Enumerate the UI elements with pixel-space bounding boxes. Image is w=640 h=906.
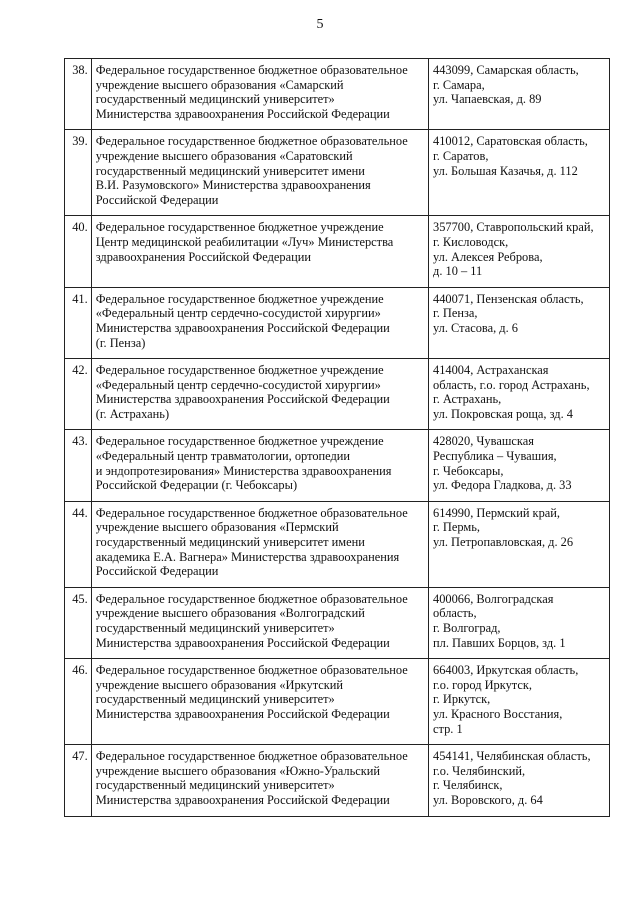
institution-address <box>429 216 610 287</box>
address-line: г. Пермь, <box>433 520 480 535</box>
address-line: г. Самара, <box>433 77 485 92</box>
institution-name-line: Российской Федерации <box>95 564 219 579</box>
address-line: пл. Павших Борцов, зд. 1 <box>433 635 566 650</box>
row-number: 44. <box>65 501 92 587</box>
address-line: д. 10 – 11 <box>433 264 483 279</box>
institution-name-line: учреждение высшего образования «Пермский <box>95 520 339 535</box>
institution-name <box>91 216 428 287</box>
institution-name-line: учреждение высшего образования «Саратовский <box>95 148 353 163</box>
institution-name <box>91 430 428 501</box>
institution-name-line: государственный медицинский университет» <box>95 92 335 107</box>
institution-name-line: Федеральное государственное бюджетное образовательное <box>95 663 408 678</box>
institution-name-line: государственный медицинский университет» <box>95 621 335 635</box>
institution-name-line: Российской Федерации <box>95 192 219 207</box>
institution-name-line: «Федеральный центр сердечно-сосудистой хирургии» <box>95 377 381 392</box>
institution-name-line: Центр медицинской реабилитации «Луч» Министерства <box>95 234 394 249</box>
institution-name-line: «Федеральный центр сердечно-сосудистой хирургии» <box>95 306 381 321</box>
address-line: 664003, Иркутская область, <box>433 663 579 678</box>
institution-name-line: учреждение высшего образования «Южно-Уральский <box>95 763 381 778</box>
institution-name-line: Федеральное государственное бюджетное образовательное <box>95 63 408 77</box>
address-line: ул. Красного Восстания, <box>433 706 563 721</box>
institution-name-line: В.И. Разумовского» Министерства здравоохранения <box>95 178 371 193</box>
institution-name-line: здравоохранения Российской Федерации <box>95 249 312 264</box>
institution-name-line: (г. Пенза) <box>95 335 146 350</box>
row-number: 45. <box>65 587 92 658</box>
table-row <box>65 587 610 658</box>
page-number: 5 <box>316 17 324 32</box>
address-line: ул. Федора Гладкова, д. 33 <box>433 478 572 493</box>
institution-name-line: государственный медицинский университет имени <box>95 163 365 178</box>
institution-address <box>429 59 610 130</box>
address-line: область, г.о. город Астрахань, <box>433 377 590 392</box>
row-number: 38. <box>65 59 92 130</box>
row-number: 46. <box>65 659 92 745</box>
institution-name-line: Министерства здравоохранения Российской Федерации <box>95 706 390 721</box>
institution-name-line: Федеральное государственное бюджетное учреждение <box>95 363 384 378</box>
institution-name-line: Федеральное государственное бюджетное учреждение <box>95 291 384 306</box>
institution-name <box>91 359 428 430</box>
institution-name <box>91 501 428 587</box>
address-line: ул. Покровская роща, зд. 4 <box>433 406 573 421</box>
address-line: ул. Стасова, д. 6 <box>433 320 518 335</box>
institution-name-line: учреждение высшего образования «Самарский <box>95 77 344 92</box>
row-number: 42. <box>65 359 92 430</box>
institution-name-line: Федеральное государственное бюджетное образовательное <box>95 749 408 764</box>
institution-name <box>91 287 428 358</box>
table-row <box>65 659 610 745</box>
table-row <box>65 501 610 587</box>
institution-name-line: Министерства здравоохранения Российской Федерации <box>95 320 390 335</box>
institution-name <box>91 659 428 745</box>
institution-name-line: государственный медицинский университет имени <box>95 535 365 550</box>
address-line: ул. Большая Казачья, д. 112 <box>433 163 578 178</box>
institution-name-line: академика Е.А. Вагнера» Министерства здравоохранения <box>95 549 400 564</box>
address-line: г. Челябинск, <box>433 778 503 793</box>
address-line: область, <box>433 606 477 621</box>
table-row <box>65 287 610 358</box>
row-number: 43. <box>65 430 92 501</box>
institution-address <box>429 430 610 501</box>
institutions-table-body <box>65 59 610 817</box>
institution-name-line: Федеральное государственное бюджетное учреждение <box>95 220 384 235</box>
institution-name-line: государственный медицинский университет» <box>95 778 335 793</box>
address-line: 428020, Чувашская <box>433 434 534 449</box>
institution-address <box>429 659 610 745</box>
address-line: г. Волгоград, <box>433 621 501 635</box>
row-number: 39. <box>65 130 92 216</box>
address-line: ул. Чапаевская, д. 89 <box>433 92 542 107</box>
institution-name-line: учреждение высшего образования «Волгоградский <box>95 606 365 621</box>
address-line: ул. Петропавловская, д. 26 <box>433 535 574 550</box>
institution-address <box>429 745 610 816</box>
row-number: 47. <box>65 745 92 816</box>
institution-name-line: Федеральное государственное бюджетное образовательное <box>95 591 408 606</box>
address-line: 440071, Пензенская область, <box>433 291 584 306</box>
address-line: г. Астрахань, <box>433 392 502 407</box>
institution-address <box>429 587 610 658</box>
institution-name <box>91 130 428 216</box>
address-line: 443099, Самарская область, <box>433 63 579 77</box>
table-row <box>65 59 610 130</box>
institution-address <box>429 359 610 430</box>
institution-name-line: Федеральное государственное бюджетное учреждение <box>95 434 384 449</box>
address-line: стр. 1 <box>433 721 463 736</box>
address-line: ул. Воровского, д. 64 <box>433 792 543 807</box>
institution-name-line: учреждение высшего образования «Иркутский <box>95 677 344 692</box>
row-number: 40. <box>65 216 92 287</box>
table-row <box>65 359 610 430</box>
institution-name-line: Министерства здравоохранения Российской Федерации <box>95 792 390 807</box>
address-line: 410012, Саратовская область, <box>433 134 588 149</box>
institutions-table <box>64 58 610 817</box>
institution-address <box>429 287 610 358</box>
address-line: 400066, Волгоградская <box>433 591 554 606</box>
institution-name-line: (г. Астрахань) <box>95 406 170 421</box>
table-row <box>65 745 610 816</box>
table-row <box>65 216 610 287</box>
address-line: г. Пенза, <box>433 306 478 321</box>
address-line: г. Кисловодск, <box>433 234 509 249</box>
institution-name <box>91 745 428 816</box>
address-line: ул. Алексея Реброва, <box>433 249 543 264</box>
address-line: 614990, Пермский край, <box>433 505 561 520</box>
institution-name-line: Министерства здравоохранения Российской Федерации <box>95 392 390 407</box>
address-line: г.о. город Иркутск, <box>433 677 532 692</box>
address-line: г.о. Челябинский, <box>433 763 526 778</box>
institution-name-line: Министерства здравоохранения Российской Федерации <box>95 635 390 650</box>
institution-name-line: Федеральное государственное бюджетное образовательное <box>95 505 408 520</box>
address-line: 454141, Челябинская область, <box>433 749 591 764</box>
address-line: Республика – Чувашия, <box>433 449 557 464</box>
institution-name-line: государственный медицинский университет» <box>95 692 335 707</box>
address-line: 357700, Ставропольский край, <box>433 220 594 235</box>
address-line: г. Саратов, <box>433 148 489 163</box>
row-number: 41. <box>65 287 92 358</box>
institution-name-line: и эндопротезирования» Министерства здравоохранения <box>95 463 392 478</box>
institution-name <box>91 587 428 658</box>
address-line: г. Иркутск, <box>433 692 491 707</box>
institution-name-line: Федеральное государственное бюджетное образовательное <box>95 134 408 149</box>
institution-name-line: Министерства здравоохранения Российской Федерации <box>95 106 390 121</box>
institution-name-line: «Федеральный центр травматологии, ортопедии <box>95 449 351 464</box>
address-line: г. Чебоксары, <box>433 463 504 478</box>
institution-address <box>429 501 610 587</box>
institution-address <box>429 130 610 216</box>
table-row <box>65 130 610 216</box>
institution-name <box>91 59 428 130</box>
address-line: 414004, Астраханская <box>433 363 549 378</box>
institution-name-line: Российской Федерации (г. Чебоксары) <box>95 478 298 493</box>
table-row <box>65 430 610 501</box>
